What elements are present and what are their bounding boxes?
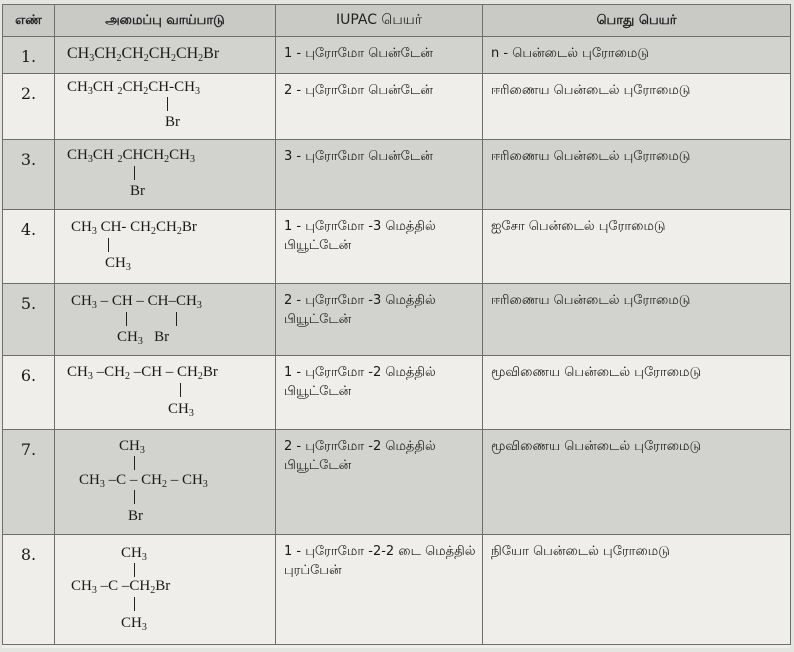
formula-main: $CH_3$ $-C - CH_2 - CH_3$ <box>79 472 208 490</box>
header-structure: அமைப்பு வாய்பாடு <box>55 5 276 37</box>
bond-line <box>176 312 177 326</box>
formula-main: $CH_3$ CH- $CH_2CH_2Br$ <box>71 219 197 237</box>
bond-line <box>167 97 168 111</box>
bond-line <box>108 238 109 252</box>
header-number: எண் <box>3 5 55 37</box>
row-number: 2. <box>3 74 55 140</box>
row-number: 3. <box>3 140 55 210</box>
row-number: 1. <box>3 37 55 74</box>
formula-branch: Br <box>128 508 143 524</box>
header-common-name: பொது பெயர் <box>483 5 791 37</box>
row-number: 6. <box>3 356 55 430</box>
iupac-name: 1 - புரோமோ பென்டேன் <box>276 37 483 74</box>
formula-branch: $CH_3$ <box>119 438 145 456</box>
table-row <box>3 210 791 284</box>
row-number: 7. <box>3 430 55 535</box>
iupac-name: 1 - புரோமோ -2-2 டை மெத்தில் புரப்பேன் <box>276 535 483 645</box>
structure-formula <box>55 74 276 140</box>
row-number: 5. <box>3 284 55 356</box>
common-name: n - பென்டைல் புரோமைடு <box>483 37 791 74</box>
bond-line <box>134 166 135 180</box>
iupac-name: 2 - புரோமோ பென்டேன் <box>276 74 483 140</box>
header-row <box>3 5 791 37</box>
table-row <box>3 535 791 645</box>
formula-main: $CH_3$ – CH – $CH-CH_3$ <box>71 293 202 311</box>
bromopentane-isomers-table <box>2 4 791 645</box>
table-row <box>3 37 791 74</box>
structure-formula <box>55 430 276 535</box>
common-name: ஈரிணைய பென்டைல் புரோமைடு <box>483 140 791 210</box>
formula-branch: $CH_3$ Br <box>117 329 170 347</box>
common-name: ஐசோ பென்டைல் புரோமைடு <box>483 210 791 284</box>
row-number: 8. <box>3 535 55 645</box>
table-row <box>3 430 791 535</box>
common-name: மூவிணைய பென்டைல் புரோமைடு <box>483 356 791 430</box>
iupac-name: 3 - புரோமோ பென்டேன் <box>276 140 483 210</box>
table-row <box>3 284 791 356</box>
structure-formula <box>55 37 276 74</box>
formula-branch: Br <box>165 114 180 130</box>
document-page <box>2 4 790 648</box>
bond-line <box>134 563 135 577</box>
common-name: ஈரிணைய பென்டைல் புரோமைடு <box>483 284 791 356</box>
bond-line <box>134 456 135 470</box>
header-iupac-name: IUPAC பெயர் <box>276 5 483 37</box>
formula-branch: $CH_3$ <box>121 545 147 563</box>
structure-formula <box>55 356 276 430</box>
row-number: 4. <box>3 210 55 284</box>
bond-line <box>134 597 135 611</box>
table-row <box>3 140 791 210</box>
structure-formula <box>55 535 276 645</box>
bond-line <box>134 490 135 504</box>
formula-main: $CH_3$ $-CH_2$ $-CH - CH_2Br$ <box>67 364 218 382</box>
common-name: மூவிணைய பென்டைல் புரோமைடு <box>483 430 791 535</box>
bond-line <box>126 312 127 326</box>
formula-main: $CH_3$ –C $-CH_2Br$ <box>71 578 171 596</box>
formula-main: $CH_3CH$ $_2CH_2CH-CH_3$ <box>67 79 200 97</box>
structure-formula <box>55 210 276 284</box>
formula-branch: $CH_3$ <box>121 615 147 633</box>
formula-branch: Br <box>130 183 145 199</box>
formula-main: $CH_3CH$ $_2CHCH_2CH_3$ <box>67 147 195 165</box>
bond-line <box>180 383 181 397</box>
iupac-name: 1 - புரோமோ -2 மெத்தில் பியூட்டேன் <box>276 356 483 430</box>
common-name: நியோ பென்டைல் புரோமைடு <box>483 535 791 645</box>
structure-formula <box>55 284 276 356</box>
formula-branch: $CH_3$ <box>168 401 194 419</box>
iupac-name: 1 - புரோமோ -3 மெத்தில் பியூட்டேன் <box>276 210 483 284</box>
iupac-name: 2 - புரோமோ -3 மெத்தில் பியூட்டேன் <box>276 284 483 356</box>
common-name: ஈரிணைய பென்டைல் புரோமைடு <box>483 74 791 140</box>
table-row <box>3 356 791 430</box>
structure-formula <box>55 140 276 210</box>
table-row <box>3 74 791 140</box>
formula-branch: $CH_3$ <box>105 255 131 273</box>
formula-main: $CH_3CH_2CH_2CH_2CH_2Br$ <box>67 45 220 64</box>
iupac-name: 2 - புரோமோ -2 மெத்தில் பியூட்டேன் <box>276 430 483 535</box>
